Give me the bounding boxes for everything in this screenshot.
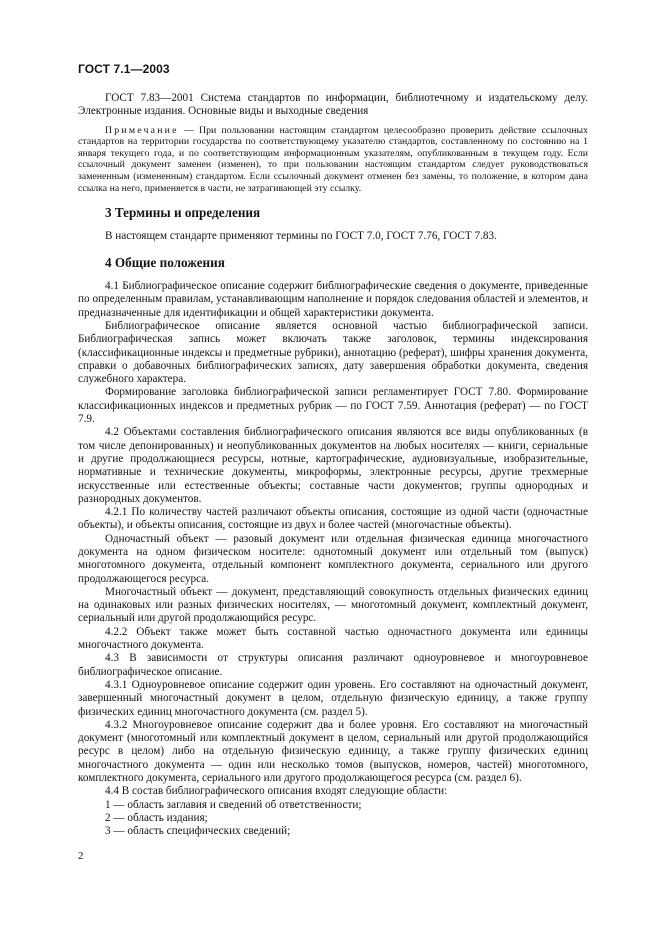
note-label: Примечание	[105, 124, 179, 136]
section-3-text: В настоящем стандарте применяют термины по ГОСТ 7.0, ГОСТ 7.76, ГОСТ 7.83.	[105, 230, 497, 243]
paragraph-4-3-1: 4.3.1 Одноуровневое описание содержит один уровень. Его составляют на одночастный документ, завершенный многочастный документ в целом, отдельную физическую единицу, а также группу физических единиц многочастного документа (см. раздел 5).	[78, 678, 588, 718]
paragraph-4-3-2: 4.3.2 Многоуровневое описание содержит два и более уровня. Его составляют на многочастный документ (многотомный или комплектный документ в целом, сериальный или другой продолжающийся ресурс в целом) либо на отдельную физическую единицу, а также группу физических единиц многочастного документа — один или несколько томов (выпусков, номеров, частей) многотомного, комплектного документа, сериального или другого продолжающегося ресурса (см. раздел 6).	[78, 718, 588, 785]
paragraph-4-3: 4.3 В зависимости от структуры описания различают одноуровневое и многоуровневое библиографическое описание.	[78, 652, 588, 678]
running-header: ГОСТ 7.1—2003	[78, 62, 170, 76]
note-text: — При пользовании настоящим стандартом целесообразно проверить действие ссылочных стандартов на территории государства по соответствующему указателю стандартов, составленному по состоянию на 1 января текущего года, и по соответствующим информационным указателям, опубликованным в текущем году. Если ссылочный документ заменен (изменен), то при пользовании настоящим стандартом следует руководствоваться замененным (измененным) стандартом. Если ссылочный документ отменен без замены, то положение, в котором дана ссылка на него, применяется в части, не затрагивающей эту ссылку.	[78, 124, 588, 194]
note-paragraph	[78, 125, 588, 195]
reference-gost-7-83: ГОСТ 7.83—2001 Система стандартов по информации, библиотечному и издательскому делу. Электронные издания. Основные виды и выходные сведения	[78, 92, 588, 118]
paragraph-4-1-heading-rules: Формирование заголовка библиографической записи регламентирует ГОСТ 7.80. Формирование классификационных индексов и предметных рубрик — по ГОСТ 7.59. Аннотация (реферат) — по ГОСТ 7.9.	[78, 386, 588, 426]
paragraph-multi-part-object: Многочастный объект — документ, представляющий совокупность отдельных физических единиц на одинаковых или разных физических носителях, — многотомный документ, комплектный документ, сериальный или другой продолжающийся ресурс.	[78, 585, 588, 625]
paragraph-4-2-1: 4.2.1 По количеству частей различают объекты описания, состоящие из одной части (одночастные объекты), и объекты описания, состоящие из двух и более частей (многочастные объекты).	[78, 506, 588, 532]
section-3-heading: 3 Термины и определения	[105, 205, 261, 221]
paragraph-4-1-record: Библиографическое описание является основной частью библиографической записи. Библиографическая запись может включать также заголовок, термины индексирования (классификационные индексы и предметные рубрики), аннотацию (реферат), шифры хранения документа, справки о добавочных библиографических записях, дату завершения обработки документа, сведения служебного характера.	[78, 319, 588, 386]
page-number: 2	[78, 850, 84, 862]
section-4-heading: 4 Общие положения	[105, 254, 225, 270]
list-item: 3 — область специфических сведений;	[105, 825, 291, 838]
paragraph-4-4: 4.4 В состав библиографического описания входят следующие области:	[105, 785, 448, 798]
list-item: 2 — область издания;	[105, 811, 208, 824]
paragraph-single-part-object: Одночастный объект — разовый документ или отдельная физическая единица многочастного документа на одном физическом носителе: однотомный документ или отдельный том (выпуск) многотомного документа, отдельный компонент комплектного документа, сериального или другого продолжающегося ресурса.	[78, 532, 588, 585]
areas-list	[78, 799, 588, 839]
paragraph-4-2: 4.2 Объектами составления библиографического описания являются все виды опубликованных (в том числе депонированных) и неопубликованных документов на любых носителях — книги, сериальные и другие продолжающиеся ресурсы, нотные, картографические, аудиовизуальные, изобразительные, нормативные и технические документы, микроформы, электронные ресурсы, другие трехмерные искусственные или естественные объекты; составные части документов; группы однородных и разнородных документов.	[78, 426, 588, 505]
paragraph-4-1: 4.1 Библиографическое описание содержит библиографические сведения о документе, приведенные по определенным правилам, устанавливающим наполнение и порядок следования областей и элементов, и предназначенные для идентификации и общей характеристики документа.	[78, 280, 588, 319]
list-item: 1 — область заглавия и сведений об ответственности;	[105, 798, 362, 811]
paragraph-4-2-2: 4.2.2 Объект также может быть составной частью одночастного документа или единицы многочастного документа.	[78, 625, 588, 652]
document-body	[78, 92, 588, 839]
